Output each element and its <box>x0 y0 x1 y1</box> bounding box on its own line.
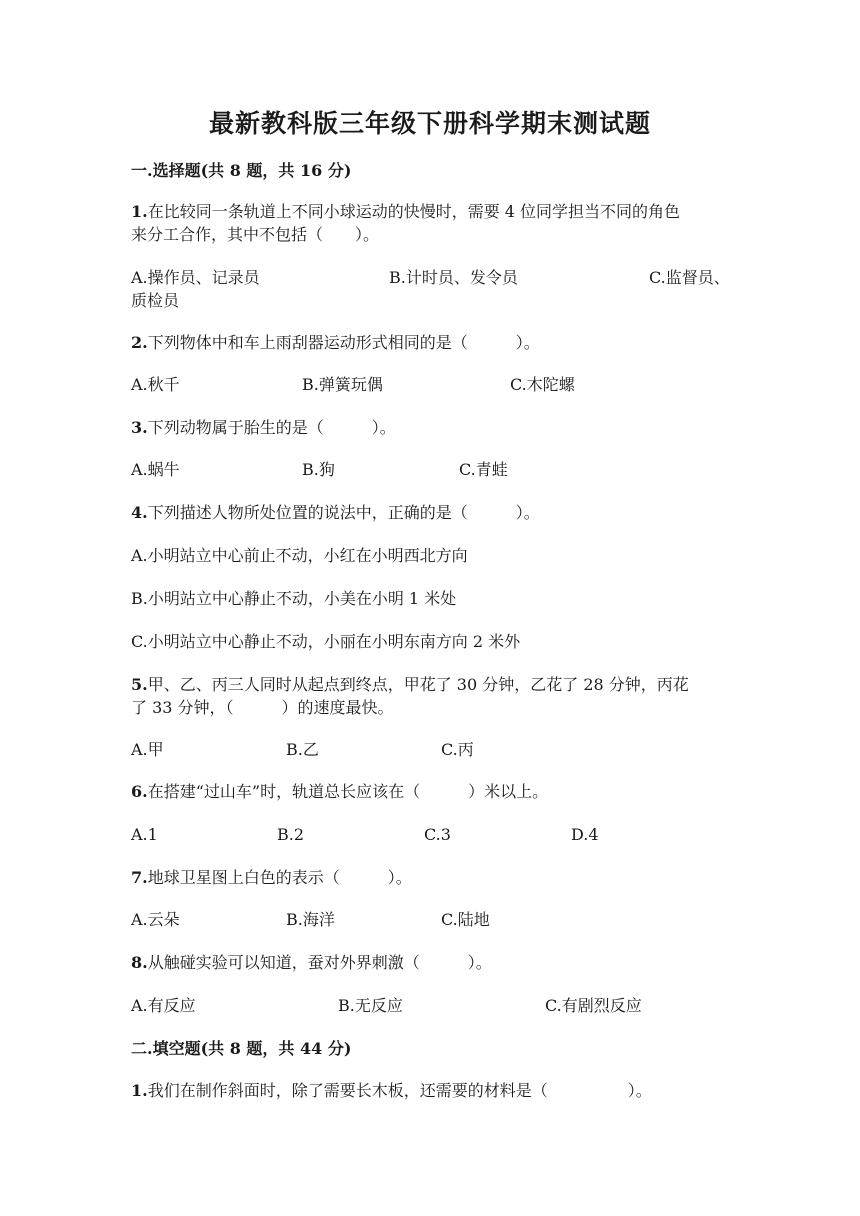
question-5 <box>131 674 689 696</box>
question-text: 甲、乙、丙三人同时从起点到终点，甲花了 30 分钟，乙花了 28 分钟，丙花 <box>147 675 689 694</box>
question-number: 8. <box>131 953 148 972</box>
question-1 <box>131 201 680 223</box>
question-text: 在搭建“过山车”时，轨道总长应该在（ ）米以上。 <box>147 782 549 801</box>
question-number: 7. <box>131 868 148 887</box>
question-text: 我们在制作斜面时，除了需要长木板，还需要的材料是（ ）。 <box>147 1081 652 1100</box>
question-5-cont: 了 33 分钟，（ ）的速度最快。 <box>131 698 394 717</box>
option-a: A.云朵 <box>131 910 180 929</box>
option-c: C.3 <box>424 825 451 844</box>
option-a: A.操作员、记录员 <box>131 268 260 287</box>
option-b: B.无反应 <box>338 996 403 1015</box>
option-a: A.有反应 <box>131 996 196 1015</box>
option-a: A.甲 <box>131 740 164 759</box>
option-a: A.蜗牛 <box>131 460 180 479</box>
question-text: 下列动物属于胎生的是（ ）。 <box>147 418 396 437</box>
question-number: 1. <box>131 1081 148 1100</box>
question-number: 4. <box>131 503 148 522</box>
question-8 <box>131 952 492 974</box>
fill-question-1 <box>131 1080 652 1102</box>
option-b: B.计时员、发令员 <box>389 268 518 287</box>
question-text: 在比较同一条轨道上不同小球运动的快慢时，需要 4 位同学担当不同的角色 <box>147 202 681 221</box>
question-text: 下列物体中和车上雨刮器运动形式相同的是（ ）。 <box>147 333 540 352</box>
question-number: 2. <box>131 333 148 352</box>
question-6 <box>131 781 548 803</box>
question-2 <box>131 332 540 354</box>
question-text: 地球卫星图上白色的表示（ ）。 <box>147 868 412 887</box>
option-c: C.丙 <box>441 740 474 759</box>
option-c: C.监督员、 <box>649 268 730 287</box>
option-c: C.木陀螺 <box>510 375 575 394</box>
question-number: 3. <box>131 418 148 437</box>
section-heading-fill: 二.填空题(共 8 题，共 44 分) <box>131 1039 352 1058</box>
option-b: B.弹簧玩偶 <box>302 375 383 394</box>
option-c: C.青蛙 <box>459 460 508 479</box>
option-b: B.乙 <box>286 740 319 759</box>
question-1-cont: 来分工合作，其中不包括（ ）。 <box>131 225 380 244</box>
option-c: C.有剧烈反应 <box>545 996 642 1015</box>
option-a: A.秋千 <box>131 375 180 394</box>
option-a: A.小明站立中心前止不动，小红在小明西北方向 <box>131 546 468 565</box>
page-title: 最新教科版三年级下册科学期末测试题 <box>208 109 651 138</box>
section-heading-choice: 一.选择题(共 8 题，共 16 分) <box>131 161 352 180</box>
question-3 <box>131 417 396 439</box>
option-b: B.海洋 <box>286 910 335 929</box>
question-7 <box>131 867 412 889</box>
question-number: 1. <box>131 202 148 221</box>
option-c: C.小明站立中心静止不动，小丽在小明东南方向 2 米外 <box>131 632 521 651</box>
question-4 <box>131 502 540 524</box>
question-text: 下列描述人物所处位置的说法中，正确的是（ ）。 <box>147 503 540 522</box>
option-b: B.小明站立中心静止不动，小美在小明 1 米处 <box>131 589 457 608</box>
question-number: 6. <box>131 782 148 801</box>
question-number: 5. <box>131 675 148 694</box>
option-c: C.陆地 <box>441 910 490 929</box>
option-b: B.狗 <box>302 460 335 479</box>
option-d: D.4 <box>571 825 599 844</box>
option-a: A.1 <box>131 825 158 844</box>
question-text: 从触碰实验可以知道，蚕对外界刺激（ ）。 <box>147 953 492 972</box>
option-c-cont: 质检员 <box>131 291 180 310</box>
option-b: B.2 <box>277 825 305 844</box>
